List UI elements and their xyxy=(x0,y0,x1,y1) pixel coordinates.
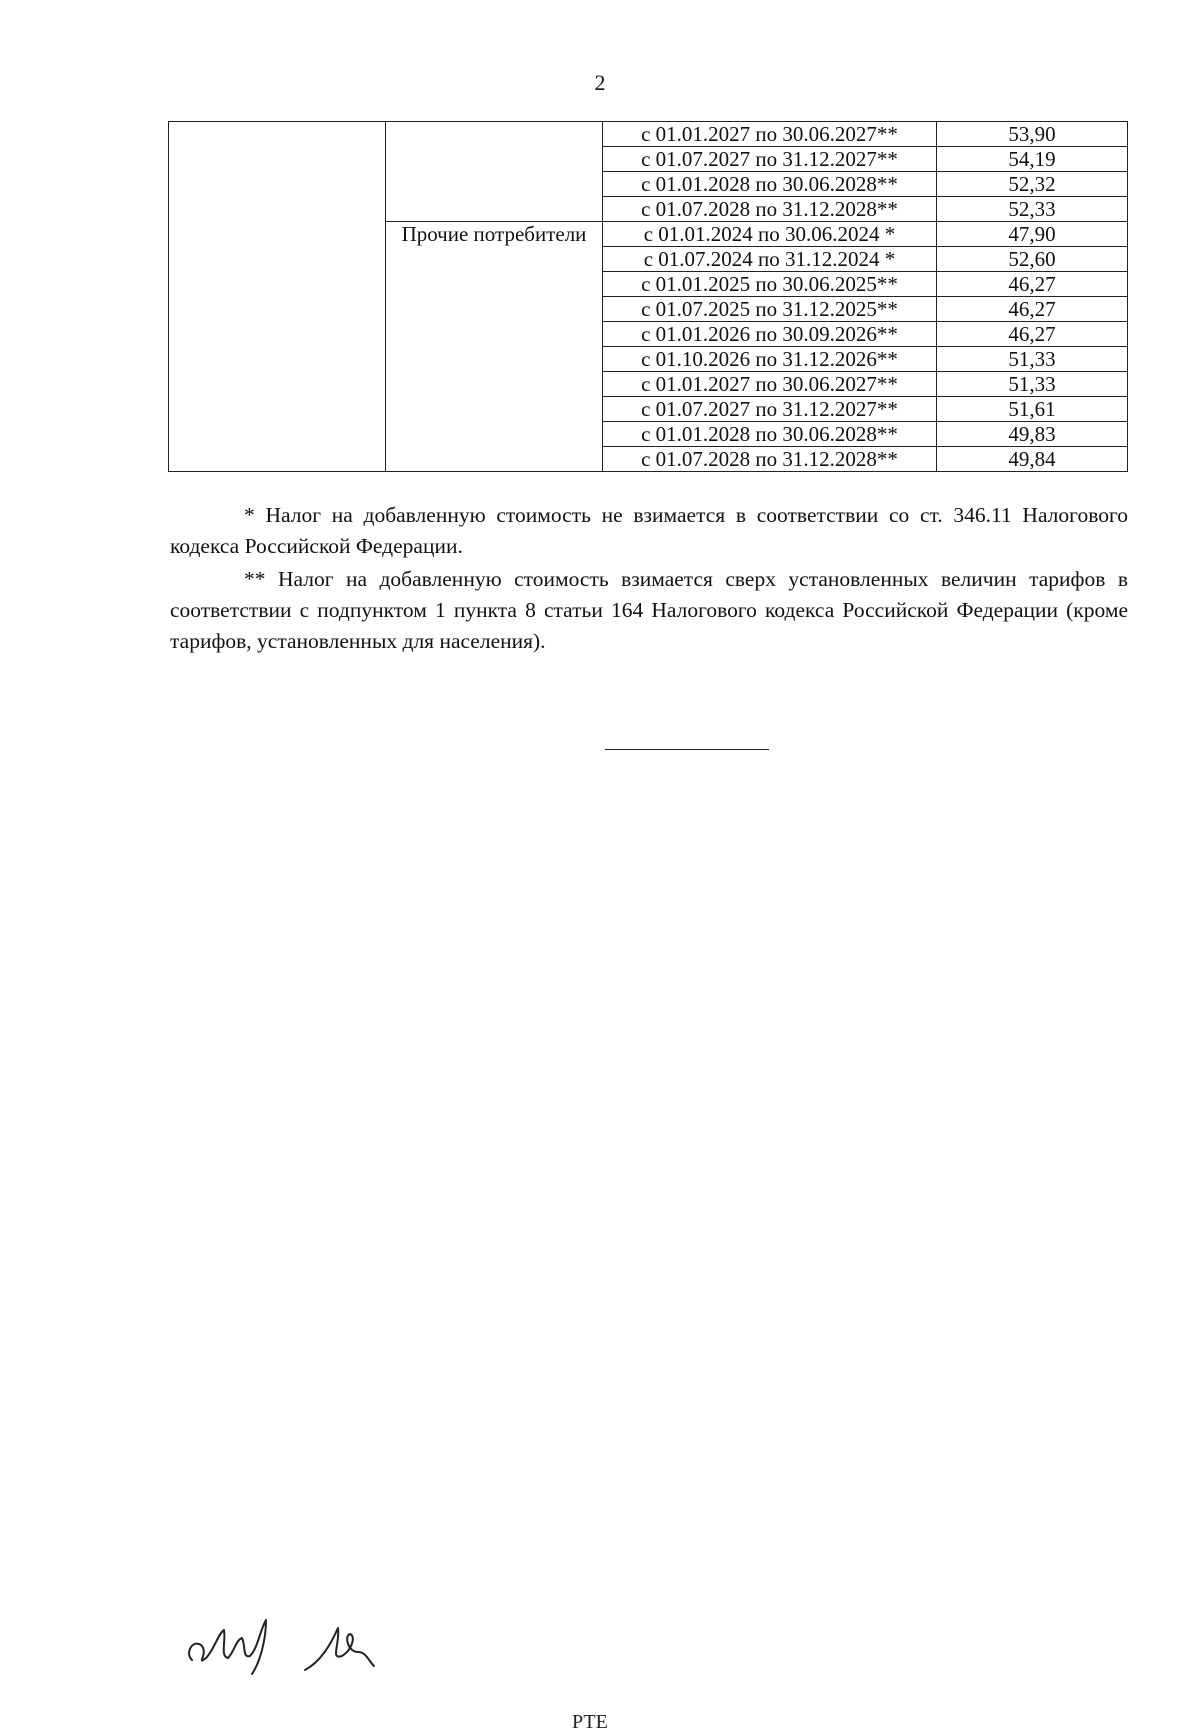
separator-line xyxy=(605,749,769,750)
period-cell: с 01.07.2024 по 31.12.2024 * xyxy=(603,247,937,272)
period-cell: с 01.01.2027 по 30.06.2027** xyxy=(603,122,937,147)
region-cell xyxy=(169,122,386,472)
tariff-value-cell: 52,32 xyxy=(937,172,1128,197)
period-cell: с 01.01.2028 по 30.06.2028** xyxy=(603,172,937,197)
period-cell: с 01.07.2028 по 31.12.2028** xyxy=(603,197,937,222)
tariff-value-cell: 49,83 xyxy=(937,422,1128,447)
period-cell: с 01.07.2027 по 31.12.2027** xyxy=(603,397,937,422)
tariff-value-cell: 46,27 xyxy=(937,272,1128,297)
table-row xyxy=(169,122,1128,147)
tariff-value-cell: 46,27 xyxy=(937,297,1128,322)
tariff-table-body xyxy=(169,122,1128,472)
tariff-value-cell: 53,90 xyxy=(937,122,1128,147)
period-cell: с 01.01.2027 по 30.06.2027** xyxy=(603,372,937,397)
footnote-vat-not-charged: * Налог на добавленную стоимость не взимается в соответствии со ст. 346.11 Налогового кодекса Российской Федерации. xyxy=(170,503,1128,558)
consumer-group-cell xyxy=(386,222,603,472)
page-number: 2 xyxy=(594,70,606,95)
tariff-value-cell: 47,90 xyxy=(937,222,1128,247)
footnotes xyxy=(170,500,1128,659)
tariff-table xyxy=(168,121,1128,472)
period-cell: с 01.01.2024 по 30.06.2024 * xyxy=(603,222,937,247)
consumer-group-cell-previous xyxy=(386,122,603,222)
handwritten-signature xyxy=(180,1600,420,1680)
tariff-value-cell: 51,61 xyxy=(937,397,1128,422)
period-cell: с 01.10.2026 по 31.12.2026** xyxy=(603,347,937,372)
period-cell: с 01.07.2025 по 31.12.2025** xyxy=(603,297,937,322)
period-cell: с 01.07.2027 по 31.12.2027** xyxy=(603,147,937,172)
period-cell: с 01.01.2026 по 30.09.2026** xyxy=(603,322,937,347)
cut-off-stamp-text: РТЕ xyxy=(572,1711,608,1733)
period-cell: с 01.01.2025 по 30.06.2025** xyxy=(603,272,937,297)
footnote-vat-charged: ** Налог на добавленную стоимость взимается сверх установленных величин тарифов в соответствии с подпунктом 1 пункта 8 статьи 164 Налогового кодекса Российской Федерации (кроме тарифов, установленных для населения). xyxy=(170,567,1128,653)
tariff-value-cell: 51,33 xyxy=(937,372,1128,397)
tariff-value-cell: 52,60 xyxy=(937,247,1128,272)
tariff-value-cell: 49,84 xyxy=(937,447,1128,472)
tariff-value-cell: 52,33 xyxy=(937,197,1128,222)
period-cell: с 01.07.2028 по 31.12.2028** xyxy=(603,447,937,472)
tariff-value-cell: 54,19 xyxy=(937,147,1128,172)
period-cell: с 01.01.2028 по 30.06.2028** xyxy=(603,422,937,447)
tariff-value-cell: 51,33 xyxy=(937,347,1128,372)
consumer-group-label: Прочие потребители xyxy=(401,222,587,246)
tariff-value-cell: 46,27 xyxy=(937,322,1128,347)
